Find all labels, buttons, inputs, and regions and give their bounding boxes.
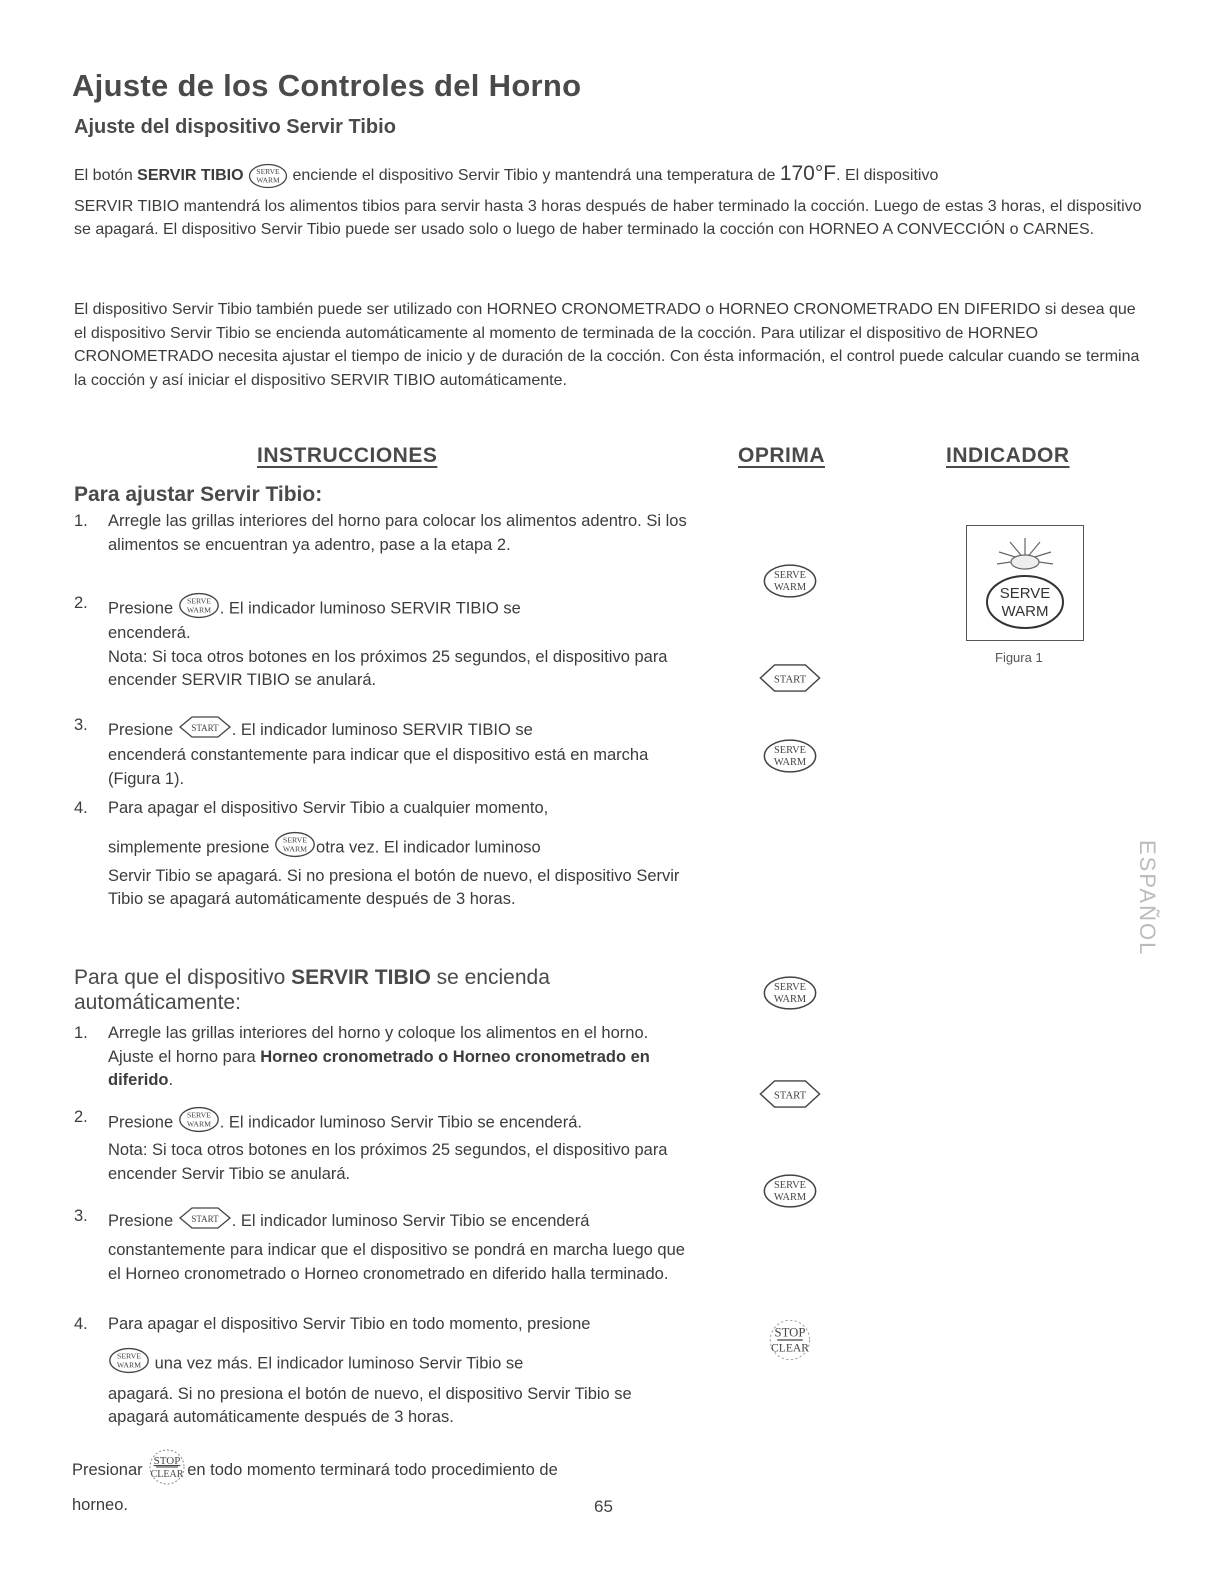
step-text: . El indicador luminoso Servir Tibio se encenderá xyxy=(231,1212,590,1231)
step-text: Presione xyxy=(108,599,174,618)
intro-text: . El dispositivo xyxy=(836,167,939,184)
section-1-heading: Para ajustar Servir Tibio: xyxy=(74,483,323,506)
serve-top-text: SERVE xyxy=(117,1350,141,1360)
serve-bottom-text: WARM xyxy=(773,757,807,768)
step-number: 2. xyxy=(74,1108,88,1126)
serve-top-text: SERVE xyxy=(773,570,807,582)
stop-top-text: STOP xyxy=(153,1455,181,1467)
intro-paragraph-2: El dispositivo Servir Tibio también puede ser utilizado con HORNEO CRONOMETRADO o HORNEO CRONOMETRADO EN DIFERIDO si desea que el dispositivo Servir Tibio se encienda automáticamente al momento de terminada de la cocción. Para utilizar el dispositivo de HORNEO CRONOMETRADO necesita ajustar el tiempo de inicio y de duración de la cocción. Con ésta información, el control puede calcular cuando se termina la cocción y así iniciar el dispositivo SERVIR TIBIO automáticamente. xyxy=(74,301,1140,389)
figure-bottom-text: WARM xyxy=(1001,603,1049,620)
intro-paragraph-1 xyxy=(74,162,1144,242)
serve-warm-icon xyxy=(274,831,316,866)
step-bold: Horneo cronometrado o Horneo cronometrado en diferido xyxy=(108,1047,650,1089)
step-text: Presione xyxy=(108,721,174,740)
step-number: 2. xyxy=(74,594,88,612)
serve-top-text: SERVE xyxy=(186,596,211,606)
step-number: 3. xyxy=(74,716,88,734)
serve-bottom-text: WARM xyxy=(773,994,807,1005)
step-note: Nota: Si toca otros botones en los próximos 25 segundos, el dispositivo para encender SERVIR TIBIO se anulará. xyxy=(108,647,668,689)
serve-top-text: SERVE xyxy=(256,166,280,176)
section-2-step-4 xyxy=(74,1313,694,1430)
stop-top-text: STOP xyxy=(774,1325,806,1340)
step-text: . El indicador luminoso Servir Tibio se encenderá. xyxy=(219,1113,582,1132)
serve-top-text: SERVE xyxy=(773,1180,807,1192)
step-text: otra vez. El indicador luminoso xyxy=(316,838,541,857)
heading-text: se encienda automáticamente: xyxy=(74,966,550,1014)
serve-top-text: SERVE xyxy=(773,982,807,994)
step-text: simplemente presione xyxy=(108,838,270,857)
step-text: Arregle las grillas interiores del horno para colocar los alimentos adentro. Si los alimentos se encuentran ya adentro, pase a la etapa 2. xyxy=(108,512,687,554)
serve-bottom-text: WARM xyxy=(282,843,308,853)
intro-bold: SERVIR TIBIO xyxy=(137,167,244,184)
serve-bottom-text: WARM xyxy=(116,1359,142,1369)
serve-bottom-text: WARM xyxy=(256,175,280,185)
serve-top-text: SERVE xyxy=(186,1110,211,1120)
column-heading-press: OPRIMA xyxy=(738,444,825,467)
section-2-heading xyxy=(74,965,634,1015)
step-text: Presione xyxy=(108,1212,174,1231)
page-title: Ajuste de los Controles del Horno xyxy=(72,68,582,103)
serve-bottom-text: WARM xyxy=(773,1192,807,1203)
press-serve-warm-icon xyxy=(760,563,820,604)
step-text: constantemente para indicar que el dispositivo se pondrá en marcha luego que el Horneo cronometrado o Horneo cronometrado en diferido halla terminado. xyxy=(108,1241,685,1283)
heading-bold: SERVIR TIBIO xyxy=(291,966,431,989)
serve-bottom-text: WARM xyxy=(186,605,211,615)
step-text: Servir Tibio se apagará. Si no presiona el botón de nuevo, el dispositivo Servir Tibio se apagará automáticamente después de 3 horas. xyxy=(108,866,680,908)
column-heading-instructions: INSTRUCCIONES xyxy=(257,444,438,467)
step-number: 1. xyxy=(74,512,88,530)
section-1-step-1 xyxy=(74,510,694,557)
footer-text: horneo. xyxy=(72,1496,128,1514)
press-stop-clear-icon xyxy=(764,1318,816,1367)
start-text: START xyxy=(191,1214,219,1224)
side-language-label xyxy=(1126,840,1166,980)
start-text: START xyxy=(191,723,219,733)
step-text: . El indicador luminoso SERVIR TIBIO se xyxy=(231,721,533,740)
step-text: encenderá. xyxy=(108,624,191,642)
press-start-icon xyxy=(758,1077,822,1116)
figure-serve-warm-indicator xyxy=(966,525,1084,641)
footer-text: Presionar xyxy=(72,1461,143,1480)
serve-bottom-text: WARM xyxy=(773,582,807,593)
step-text: apagará. Si no presiona el botón de nuevo, el dispositivo Servir Tibio se apagará automáticamente después de 3 horas. xyxy=(108,1384,632,1426)
serve-top-text: SERVE xyxy=(283,834,308,844)
serve-top-text: SERVE xyxy=(773,745,807,757)
heading-text: Para que el dispositivo xyxy=(74,966,292,989)
section-2-step-3 xyxy=(74,1205,694,1286)
press-serve-warm-icon xyxy=(760,738,820,779)
serve-warm-icon xyxy=(108,1347,150,1382)
step-number: 1. xyxy=(74,1024,88,1042)
step-text: Para apagar el dispositivo Servir Tibio a cualquier momento, xyxy=(108,799,549,817)
step-text: Para apagar el dispositivo Servir Tibio en todo momento, presione xyxy=(108,1315,591,1333)
serve-warm-icon xyxy=(248,163,288,189)
start-icon xyxy=(178,1205,232,1239)
figure-top-text: SERVE xyxy=(999,585,1051,602)
intro-text: SERVIR TIBIO mantendrá los alimentos tibios para servir hasta 3 horas después de haber terminado la cocción. Luego de estas 3 horas, el dispositivo se apagará. El dispositivo Servir Tibio puede ser usado solo o luego de haber terminado la cocción con HORNEO A CONVECCIÓN o CARNES. xyxy=(74,197,1142,239)
stop-bottom-text: CLEAR xyxy=(150,1469,184,1480)
intro-text: El botón xyxy=(74,167,138,184)
step-text: Presione xyxy=(108,1113,174,1132)
press-serve-warm-icon xyxy=(760,1173,820,1214)
step-text: . El indicador luminoso SERVIR TIBIO se xyxy=(219,599,521,618)
step-number: 4. xyxy=(74,1315,88,1333)
column-heading-indicator: INDICADOR xyxy=(946,444,1070,467)
step-text: una vez más. El indicador luminoso Servir Tibio se xyxy=(154,1354,524,1373)
press-serve-warm-icon xyxy=(760,975,820,1016)
serve-bottom-text: WARM xyxy=(186,1119,211,1129)
step-text: . xyxy=(168,1071,174,1089)
press-start-icon xyxy=(758,661,822,700)
side-label-text: ESPAÑOL xyxy=(1135,840,1160,957)
step-number: 4. xyxy=(74,799,88,817)
section-1-step-2 xyxy=(74,592,694,693)
step-number: 3. xyxy=(74,1207,88,1225)
start-text: START xyxy=(773,1090,807,1102)
step-text: encenderá constantemente para indicar que el dispositivo está en marcha (Figura 1). xyxy=(108,746,649,788)
serve-warm-icon xyxy=(178,1106,220,1141)
figure-caption: Figura 1 xyxy=(995,650,1043,665)
section-1-step-4 xyxy=(74,797,694,912)
section-subtitle: Ajuste del dispositivo Servir Tibio xyxy=(74,116,396,138)
temperature-value: 170°F xyxy=(779,162,837,185)
start-icon xyxy=(178,714,232,748)
step-text: Arregle las grillas interiores del horno y coloque los alimentos en el horno. Ajuste el horno para xyxy=(108,1024,649,1066)
stop-clear-icon xyxy=(147,1448,187,1494)
stop-bottom-text: CLEAR xyxy=(771,1341,809,1355)
section-2-step-2 xyxy=(74,1106,694,1186)
section-1-step-3 xyxy=(74,714,694,791)
step-note: Nota: Si toca otros botones en los próximos 25 segundos, el dispositivo para encender Servir Tibio se anulará. xyxy=(108,1141,668,1183)
page-number: 65 xyxy=(594,1497,613,1516)
footer-text: en todo momento terminará todo procedimiento de xyxy=(187,1461,558,1480)
section-2-step-1 xyxy=(74,1022,694,1093)
intro-text: enciende el dispositivo Servir Tibio y mantendrá una temperatura de xyxy=(288,167,780,184)
start-text: START xyxy=(773,674,807,686)
